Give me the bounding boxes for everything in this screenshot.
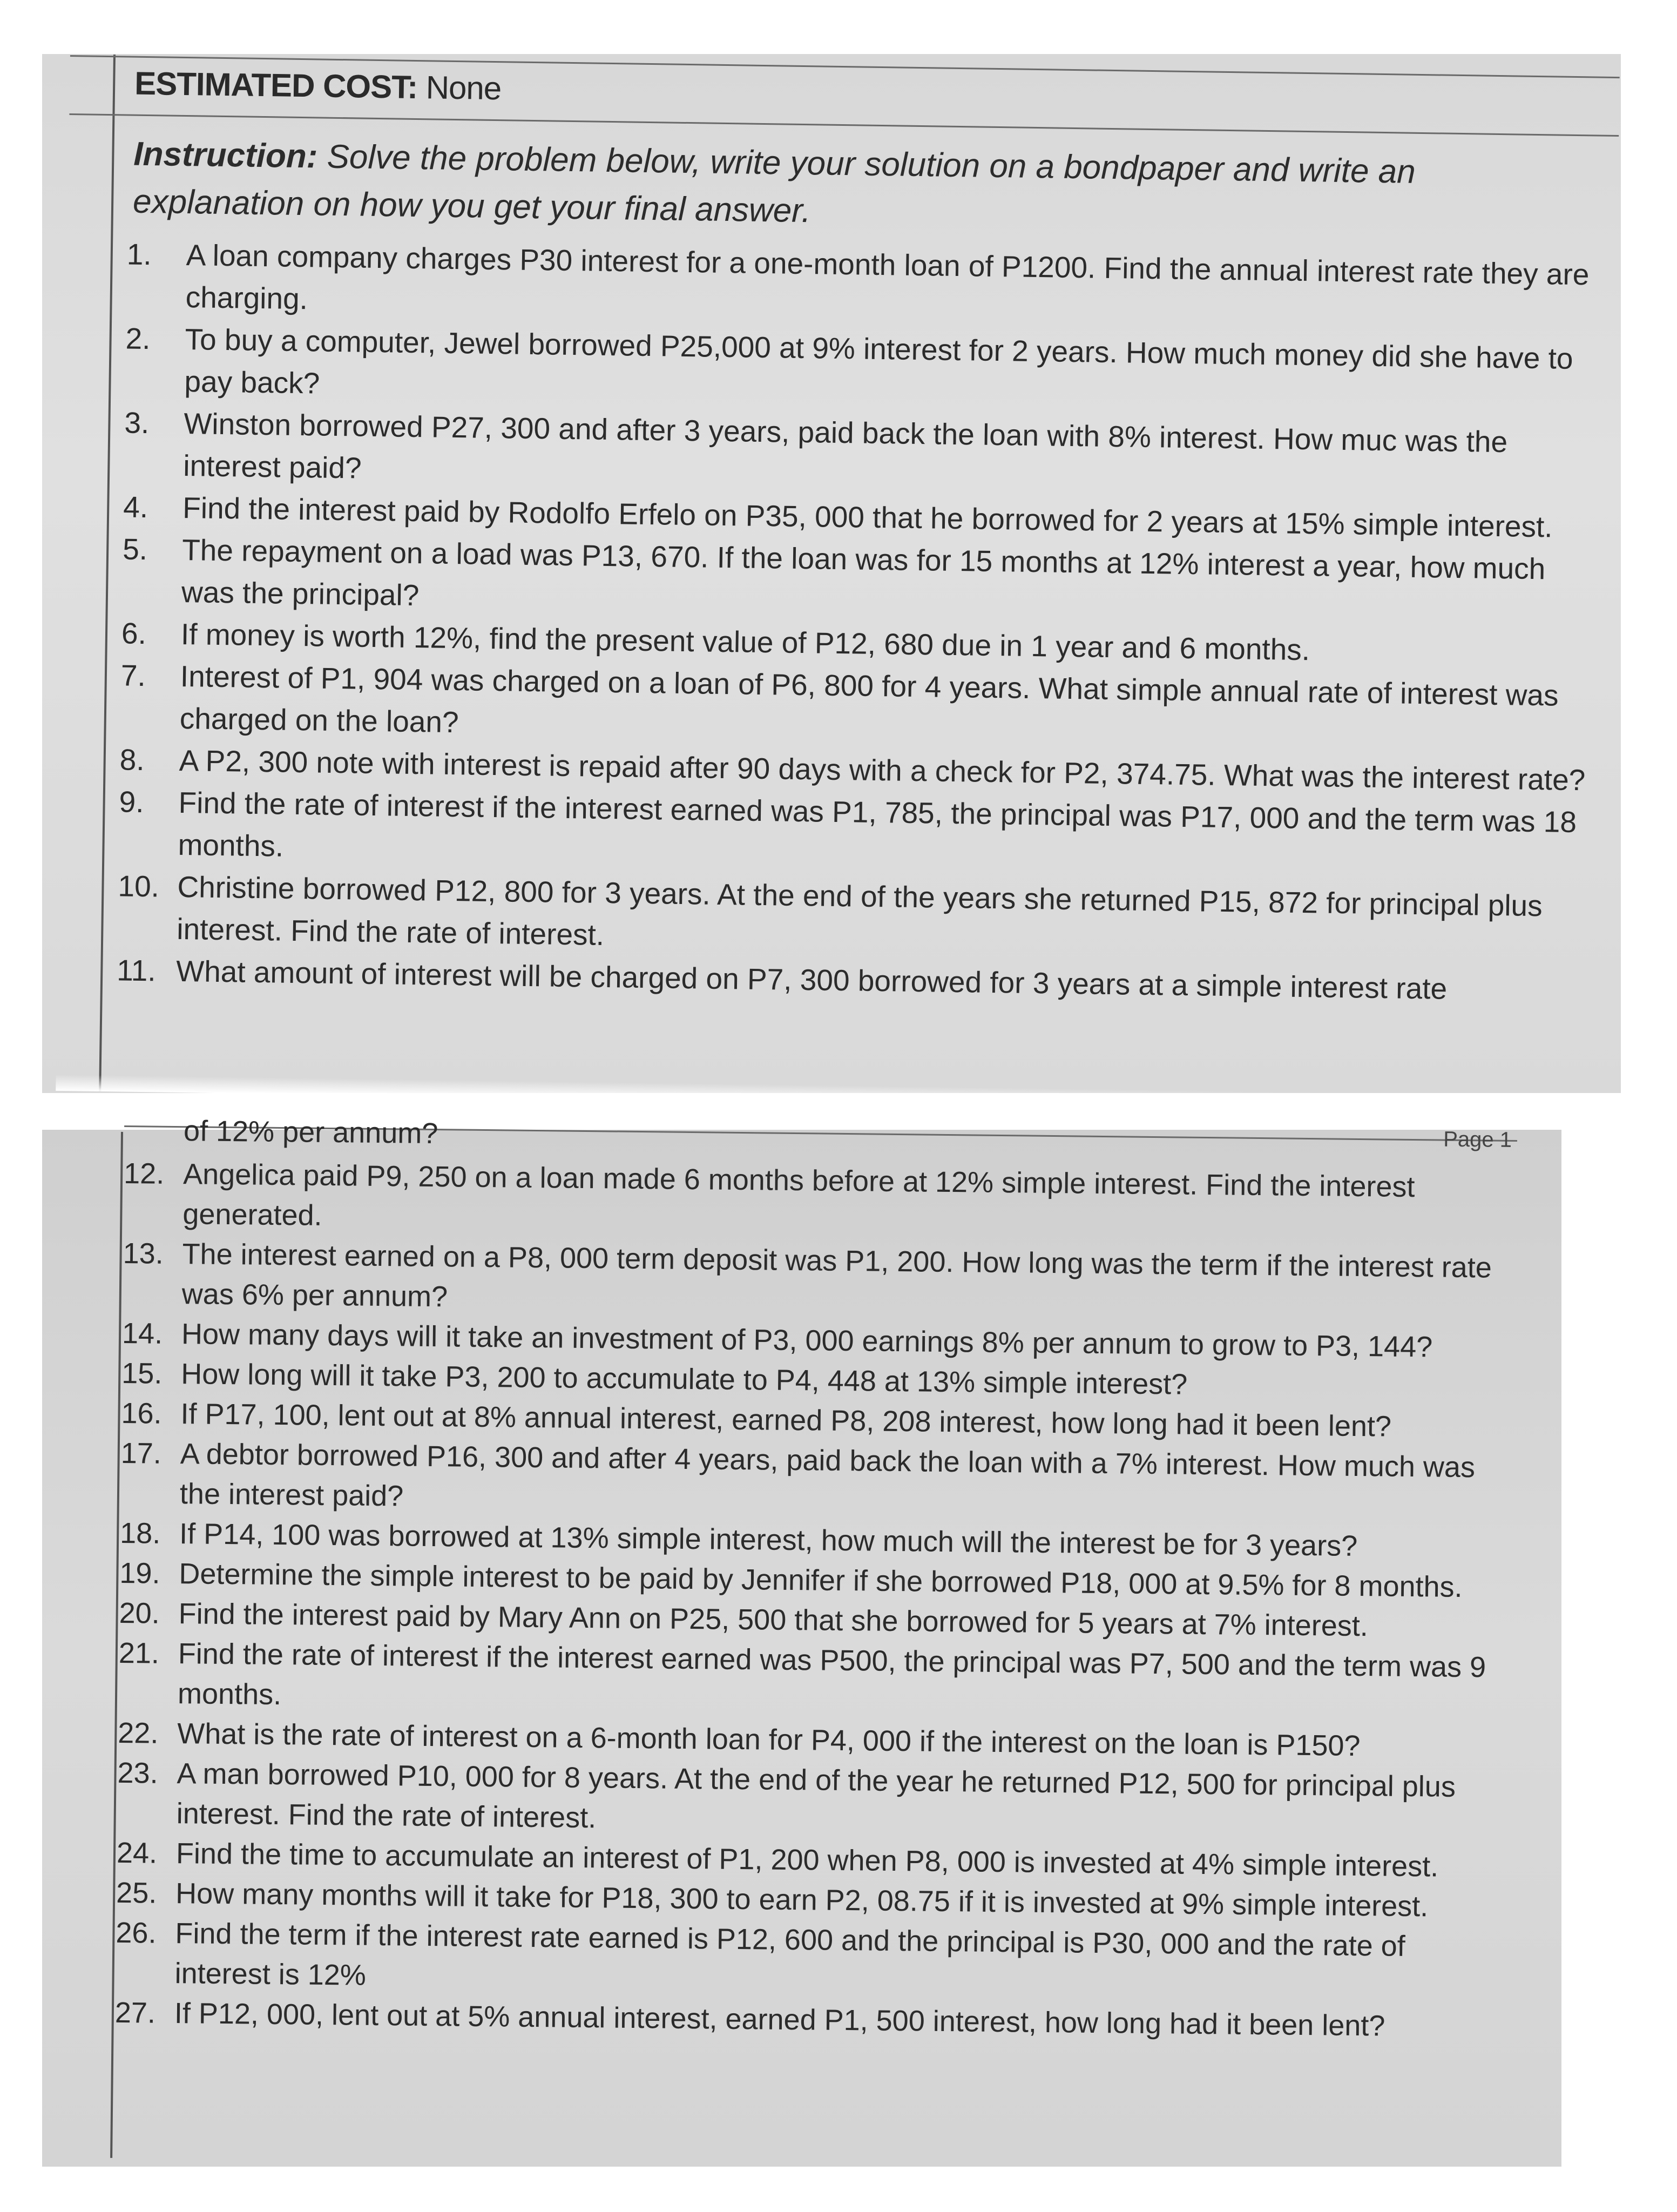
- question-number: 7.: [120, 658, 146, 693]
- estimated-cost-label: ESTIMATED COST:: [134, 65, 418, 105]
- question-text: Winston borrowed P27, 300 and after 3 years, paid back the loan with 8% interest. How muc was the interest paid?: [182, 407, 1508, 485]
- question-list-top: [117, 233, 1595, 1012]
- question-text: Find the time to accumulate an interest of P1, 200 when P8, 000 is invested at 4% simple interest.: [175, 1837, 1439, 1883]
- question-number: 9.: [119, 785, 144, 819]
- question-number: 19.: [119, 1556, 160, 1590]
- question-text: A debtor borrowed P16, 300 and after 4 years, paid back the loan with a 7% interest. How much was the interest paid?: [179, 1438, 1476, 1513]
- question-text: Find the rate of interest if the interest earned was P1, 785, the principal was P17, 000 and the term was 18 months.: [178, 785, 1577, 863]
- question-number: 5.: [122, 532, 148, 567]
- question-number: 16.: [121, 1397, 162, 1430]
- question-number: 3.: [124, 406, 150, 440]
- question-number: 4.: [123, 490, 148, 524]
- question-number: 10.: [118, 869, 160, 903]
- question-text: If P12, 000, lent out at 5% annual interest, earned P1, 500 interest, how long had it been lent?: [174, 1997, 1385, 2042]
- question-text: The repayment on a load was P13, 670. If the loan was for 15 months at 12% interest a year, how much was the principal?: [181, 532, 1546, 612]
- question-number: 26.: [116, 1916, 157, 1950]
- question-number: 13.: [123, 1237, 164, 1270]
- question-text: Christine borrowed P12, 800 for 3 years. At the end of the years she returned P15, 872 for principal plus interest. Find the rate of interest.: [176, 869, 1543, 952]
- question-number: 17.: [120, 1437, 162, 1470]
- question-number: 18.: [119, 1516, 161, 1550]
- question-text: Find the rate of interest if the interest earned was P500, the principal was P7, 500 and the term was 9 months.: [177, 1637, 1486, 1711]
- estimated-cost: [134, 65, 502, 107]
- question-item: [118, 1633, 1490, 1728]
- question-number: 24.: [116, 1836, 158, 1870]
- question-text: A man borrowed P10, 000 for 8 years. At the end of the year he returned P12, 500 for principal plus interest. Find the rate of interest.: [176, 1757, 1456, 1835]
- question-text: How many days will it take an investment of P3, 000 earnings 8% per annum to grow to P3, 144?: [181, 1318, 1433, 1364]
- question-number: 8.: [119, 743, 145, 777]
- question-number: 14.: [121, 1317, 163, 1350]
- page-number: Page 1: [1443, 1127, 1512, 1152]
- question-number: 2.: [125, 321, 151, 356]
- question-number: 1.: [126, 237, 152, 272]
- question-text: How many months will it take for P18, 300 to earn P2, 08.75 if it is invested at 9% simple interest.: [175, 1877, 1429, 1923]
- question-text: If P17, 100, lent out at 8% annual interest, earned P8, 208 interest, how long had it been lent?: [180, 1398, 1392, 1443]
- question-text: Determine the simple interest to be paid by Jennifer if she borrowed P18, 000 at 9.5% for 8 months.: [179, 1557, 1463, 1603]
- instruction: [133, 131, 1592, 246]
- question-text: To buy a computer, Jewel borrowed P25,000 at 9% interest for 2 years. How much money did she have to pay back?: [184, 322, 1573, 400]
- table-border-left: [99, 55, 116, 1091]
- question-text: How long will it take P3, 200 to accumulate to P4, 448 at 13% simple interest?: [180, 1358, 1188, 1401]
- question-number: 6.: [121, 616, 147, 651]
- question-text: What is the rate of interest on a 6-month loan for P4, 000 if the interest on the loan is P150?: [177, 1717, 1361, 1763]
- question-number: 11.: [116, 953, 157, 988]
- question-text: Find the interest paid by Rodolfo Erfelo on P35, 000 that he borrowed for 2 years at 15% simple interest.: [182, 490, 1553, 544]
- estimated-cost-value: None: [425, 69, 502, 107]
- question-number: 25.: [116, 1876, 157, 1910]
- question-number: 23.: [117, 1756, 158, 1790]
- instruction-label: Instruction:: [133, 135, 318, 176]
- question-text: A loan company charges P30 interest for a one-month loan of P1200. Find the annual interest rate they are charging.: [185, 238, 1590, 316]
- question-item: [123, 1154, 1495, 1248]
- question-text: If P14, 100 was borrowed at 13% simple interest, how much will the interest be for 3 years?: [179, 1518, 1358, 1562]
- question-item: [122, 1233, 1494, 1328]
- question-text: Interest of P1, 904 was charged on a loan of P6, 800 for 4 years. What simple annual rate of interest was charged on the loan?: [179, 659, 1559, 739]
- question-list-bottom: [115, 1154, 1496, 2047]
- question-item: [120, 1433, 1492, 1528]
- question-number: 12.: [123, 1157, 165, 1190]
- worksheet-bottom: [113, 1115, 1517, 2173]
- question-text: Find the interest paid by Mary Ann on P25, 500 that she borrowed for 5 years at 7% interest.: [178, 1597, 1369, 1643]
- worksheet-top: [56, 54, 1620, 1112]
- question-text: The interest earned on a P8, 000 term deposit was P1, 200. How long was the term if the interest rate was 6% per annum?: [181, 1238, 1492, 1313]
- question-number: 22.: [118, 1716, 159, 1750]
- instruction-text: Solve the problem below, write your solution on a bondpaper and write an explanation on how you get your final answer.: [132, 138, 1416, 230]
- question-number: 21.: [118, 1636, 160, 1670]
- question-text: If money is worth 12%, find the present value of P12, 680 due in 1 year and 6 months.: [180, 617, 1310, 667]
- question-item: [115, 1913, 1487, 2007]
- question-text: Angelica paid P9, 250 on a loan made 6 months before at 12% simple interest. Find the interest generated.: [182, 1158, 1415, 1232]
- question-number: 20.: [119, 1596, 160, 1630]
- question-text: What amount of interest will be charged on P7, 300 borrowed for 3 years at a simple interest rate: [175, 954, 1448, 1006]
- question-11-continuation: of 12% per annum?: [183, 1115, 438, 1150]
- question-item: [117, 1753, 1489, 1847]
- photo-cut-edge: [56, 1075, 1605, 1112]
- question-number: 15.: [121, 1357, 163, 1390]
- question-number: 27.: [114, 1996, 156, 2029]
- question-text: Find the term if the interest rate earned is P12, 600 and the principal is P30, 000 and the rate of interest is 12%: [174, 1917, 1406, 1992]
- question-text: A P2, 300 note with interest is repaid after 90 days with a check for P2, 374.75. What was the interest rate?: [179, 743, 1586, 797]
